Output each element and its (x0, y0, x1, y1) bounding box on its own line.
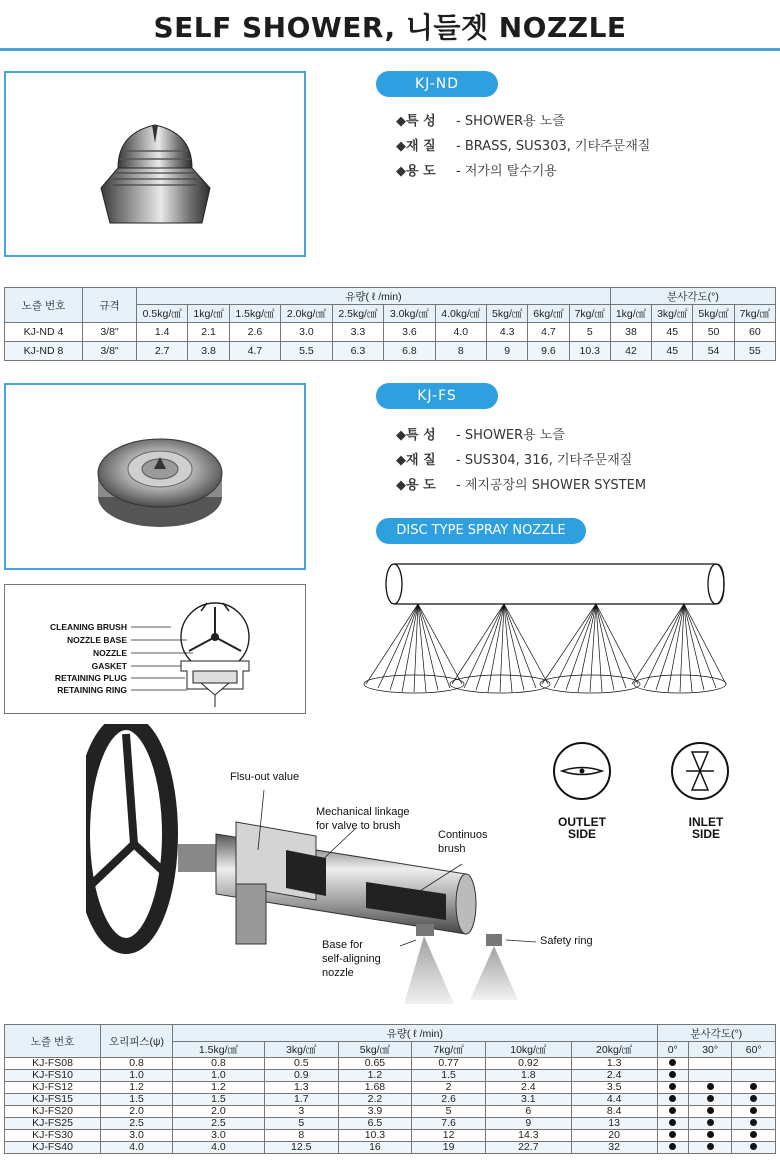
spec-value: - SHOWER용 노즐 (456, 428, 565, 443)
cell-angle (688, 1130, 732, 1142)
kjnd-table (4, 287, 776, 361)
cell-flow: 4.3 (487, 323, 528, 342)
angle-dot (707, 1119, 714, 1126)
col-size: 규격 (83, 288, 137, 323)
cell-flow: 3.5 (571, 1082, 657, 1094)
cell-flow: 5.5 (281, 342, 332, 361)
table-row (5, 1094, 776, 1106)
flow-header: 1kg/㎠ (188, 305, 229, 323)
group-flow: 유량( ℓ /min) (137, 288, 611, 305)
table-row (5, 342, 776, 361)
cell-flow: 1.5 (173, 1094, 265, 1106)
cell-flow: 4.0 (173, 1142, 265, 1154)
cell-flow: 0.8 (173, 1058, 265, 1070)
cell-flow: 4.7 (528, 323, 569, 342)
cell-nozzle-no: KJ-FS25 (5, 1118, 101, 1130)
cell-flow: 10.3 (569, 342, 610, 361)
part-label: NOZZLE BASE (67, 635, 127, 645)
angle-dot (669, 1143, 676, 1150)
cell-angle: 45 (652, 323, 693, 342)
cell-angle: 42 (610, 342, 651, 361)
cell-angle (688, 1082, 732, 1094)
cell-angle (688, 1070, 732, 1082)
spec-value: - SUS304, 316, 기타주문재질 (456, 453, 633, 468)
callout-base: Base for self-aligning nozzle (322, 939, 381, 979)
kjnd-badge: KJ-ND (376, 71, 498, 97)
flow-header: 4.0kg/㎠ (435, 305, 486, 323)
spec-value: - SHOWER용 노즐 (456, 114, 565, 129)
cell-flow: 1.2 (338, 1070, 412, 1082)
angle-header: 1kg/㎠ (610, 305, 651, 323)
cell-angle (657, 1130, 688, 1142)
cell-orifice: 1.5 (101, 1094, 173, 1106)
cell-flow: 0.77 (412, 1058, 486, 1070)
cell-flow: 1.0 (173, 1070, 265, 1082)
table-row (5, 1070, 776, 1082)
spec-row (396, 424, 646, 449)
spec-label: ◆재 질 (396, 139, 436, 154)
cell-flow: 3.8 (188, 342, 229, 361)
cell-flow: 2.4 (485, 1082, 571, 1094)
angle-dot (750, 1131, 757, 1138)
angle-header: 60° (732, 1042, 776, 1058)
table-row (5, 1058, 776, 1070)
cell-flow: 8 (264, 1130, 338, 1142)
cell-flow: 3.1 (485, 1094, 571, 1106)
cell-flow: 9 (485, 1118, 571, 1130)
cell-flow: 3.3 (332, 323, 383, 342)
cell-flow: 6.8 (384, 342, 435, 361)
cell-flow: 1.5 (412, 1070, 486, 1082)
kjfs-badge: KJ-FS (376, 383, 498, 409)
angle-dot (750, 1107, 757, 1114)
spec-row (396, 474, 646, 499)
cell-flow: 2.0 (173, 1106, 265, 1118)
parts-diagram-frame (4, 584, 306, 714)
cell-flow: 0.9 (264, 1070, 338, 1082)
cell-nozzle-no: KJ-FS30 (5, 1130, 101, 1142)
cell-flow: 3.6 (384, 323, 435, 342)
cell-flow: 3.0 (281, 323, 332, 342)
angle-dot (707, 1107, 714, 1114)
cell-angle (657, 1094, 688, 1106)
flow-header: 6kg/㎠ (528, 305, 569, 323)
cell-angle (732, 1058, 776, 1070)
callout-mechanical-linkage: Mechanical linkage for valve to brush (316, 806, 410, 832)
col-nozzle-no: 노즐 번호 (5, 288, 83, 323)
cell-flow: 0.5 (264, 1058, 338, 1070)
angle-dot (669, 1059, 676, 1066)
cell-orifice: 0.8 (101, 1058, 173, 1070)
angle-dot (707, 1095, 714, 1102)
spec-value: - 저가의 탈수기용 (456, 164, 557, 179)
spec-value: - 제지공장의 SHOWER SYSTEM (456, 478, 647, 493)
spec-value: - BRASS, SUS303, 기타주문재질 (456, 139, 651, 154)
group-flow: 유량( ℓ /min) (173, 1025, 658, 1042)
flow-header: 5kg/㎠ (338, 1042, 412, 1058)
spec-row (396, 449, 646, 474)
cell-nozzle-no: KJ-FS08 (5, 1058, 101, 1070)
cell-orifice: 4.0 (101, 1142, 173, 1154)
cell-flow: 12 (412, 1130, 486, 1142)
flow-header: 5kg/㎠ (487, 305, 528, 323)
cell-angle (657, 1142, 688, 1154)
cell-flow: 5 (412, 1106, 486, 1118)
cell-flow: 14.3 (485, 1130, 571, 1142)
angle-dot (669, 1083, 676, 1090)
cell-flow: 6.3 (332, 342, 383, 361)
cell-nozzle-no: KJ-FS12 (5, 1082, 101, 1094)
outlet-side-label: OUTLET SIDE (558, 815, 606, 841)
table-row (5, 1118, 776, 1130)
spec-label: ◆용 도 (396, 478, 436, 493)
cell-nozzle-no: KJ-FS40 (5, 1142, 101, 1154)
angle-dot (750, 1083, 757, 1090)
outlet-side-icon (552, 740, 612, 802)
cell-orifice: 1.2 (101, 1082, 173, 1094)
cell-angle: 45 (652, 342, 693, 361)
angle-header: 30° (688, 1042, 732, 1058)
flow-header: 2.5kg/㎠ (332, 305, 383, 323)
cell-orifice: 2.5 (101, 1118, 173, 1130)
cell-angle (657, 1106, 688, 1118)
cell-size: 3/8" (83, 323, 137, 342)
cell-angle (732, 1082, 776, 1094)
flow-header: 7kg/㎠ (412, 1042, 486, 1058)
cell-flow: 9 (487, 342, 528, 361)
cell-flow: 0.92 (485, 1058, 571, 1070)
cell-flow: 7.6 (412, 1118, 486, 1130)
part-label: GASKET (91, 661, 127, 671)
spec-row (396, 160, 650, 185)
kjfs-spec-list (396, 424, 646, 499)
callout-flush-out-value: Flsu-out value (230, 771, 300, 783)
kjfs-photo-frame (4, 383, 306, 570)
disc-type-badge: DISC TYPE SPRAY NOZZLE (376, 518, 586, 544)
kjfs-table (4, 1024, 776, 1154)
cell-angle (732, 1142, 776, 1154)
col-nozzle-no: 노즐 번호 (5, 1025, 101, 1058)
cell-flow: 5 (569, 323, 610, 342)
cell-angle: 55 (734, 342, 775, 361)
angle-header: 3kg/㎠ (652, 305, 693, 323)
angle-dot (750, 1095, 757, 1102)
angle-dot (669, 1095, 676, 1102)
cell-flow: 2.2 (338, 1094, 412, 1106)
cell-flow: 10.3 (338, 1130, 412, 1142)
angle-header: 7kg/㎠ (734, 305, 775, 323)
cell-angle (657, 1058, 688, 1070)
kjfs-nozzle-image (6, 385, 304, 568)
angle-dot (707, 1083, 714, 1090)
callout-continuous-brush: Continuos brush (438, 829, 488, 855)
spec-label: ◆용 도 (396, 164, 436, 179)
cell-flow: 3.9 (338, 1106, 412, 1118)
cell-flow: 5 (264, 1118, 338, 1130)
cell-angle: 50 (693, 323, 734, 342)
kjnd-nozzle-image (6, 73, 304, 255)
kjnd-photo-frame (4, 71, 306, 257)
angle-dot (707, 1143, 714, 1150)
cell-angle: 54 (693, 342, 734, 361)
cell-angle: 38 (610, 323, 651, 342)
cell-flow: 3 (264, 1106, 338, 1118)
col-orifice: 오리피스(ψ) (101, 1025, 173, 1058)
cell-flow: 8.4 (571, 1106, 657, 1118)
cell-flow: 2.6 (229, 323, 280, 342)
cell-flow: 12.5 (264, 1142, 338, 1154)
cell-flow: 2.1 (188, 323, 229, 342)
flow-header: 0.5kg/㎠ (137, 305, 188, 323)
cell-flow: 2.6 (412, 1094, 486, 1106)
cell-orifice: 1.0 (101, 1070, 173, 1082)
cell-flow: 1.7 (264, 1094, 338, 1106)
cell-flow: 4.7 (229, 342, 280, 361)
cell-flow: 1.3 (264, 1082, 338, 1094)
cell-flow: 1.8 (485, 1070, 571, 1082)
part-label: RETAINING PLUG (54, 673, 127, 683)
flow-header: 20kg/㎠ (571, 1042, 657, 1058)
angle-dot (669, 1107, 676, 1114)
part-label: CLEANING BRUSH (50, 622, 127, 632)
angle-dot (707, 1131, 714, 1138)
cell-flow: 9.6 (528, 342, 569, 361)
inlet-side-icon (670, 740, 730, 802)
cell-flow: 4.0 (435, 323, 486, 342)
cell-flow: 32 (571, 1142, 657, 1154)
cell-flow: 2.5 (173, 1118, 265, 1130)
table-row (5, 323, 776, 342)
cell-orifice: 2.0 (101, 1106, 173, 1118)
cell-angle (657, 1070, 688, 1082)
kjnd-spec-list (396, 110, 650, 185)
cell-flow: 13 (571, 1118, 657, 1130)
angle-header: 0° (657, 1042, 688, 1058)
cell-flow: 1.2 (173, 1082, 265, 1094)
part-label: NOZZLE (93, 648, 127, 658)
flow-header: 2.0kg/㎠ (281, 305, 332, 323)
angle-dot (750, 1119, 757, 1126)
cell-nozzle-no: KJ-ND 8 (5, 342, 83, 361)
spray-header-diagram (356, 556, 728, 708)
angle-dot (669, 1131, 676, 1138)
cell-flow: 6 (485, 1106, 571, 1118)
cross-section-drawing (131, 591, 303, 711)
cell-flow: 19 (412, 1142, 486, 1154)
flow-header: 3kg/㎠ (264, 1042, 338, 1058)
cell-flow: 20 (571, 1130, 657, 1142)
spec-row (396, 110, 650, 135)
cell-angle (688, 1094, 732, 1106)
spec-label: ◆재 질 (396, 453, 436, 468)
cell-angle (657, 1082, 688, 1094)
table-row (5, 1130, 776, 1142)
cell-flow: 22.7 (485, 1142, 571, 1154)
cell-flow: 2 (412, 1082, 486, 1094)
cell-flow: 2.7 (137, 342, 188, 361)
inlet-side-label: INLET SIDE (688, 815, 724, 841)
cell-nozzle-no: KJ-FS15 (5, 1094, 101, 1106)
group-angle: 분사각도(°) (657, 1025, 775, 1042)
table-row (5, 1142, 776, 1154)
flow-header: 1.5kg/㎠ (229, 305, 280, 323)
angle-dot (750, 1143, 757, 1150)
page-title: SELF SHOWER, 니들젯 NOZZLE (153, 11, 627, 44)
cell-angle (732, 1094, 776, 1106)
cell-flow: 1.3 (571, 1058, 657, 1070)
cell-angle (688, 1118, 732, 1130)
title-divider (0, 48, 780, 51)
cell-flow: 1.68 (338, 1082, 412, 1094)
flow-header: 1.5kg/㎠ (173, 1042, 265, 1058)
spec-row (396, 135, 650, 160)
cell-flow: 0.65 (338, 1058, 412, 1070)
flow-header: 10kg/㎠ (485, 1042, 571, 1058)
cell-orifice: 3.0 (101, 1130, 173, 1142)
cell-size: 3/8" (83, 342, 137, 361)
cell-flow: 16 (338, 1142, 412, 1154)
cell-angle (732, 1070, 776, 1082)
cell-angle (732, 1118, 776, 1130)
flow-header: 3.0kg/㎠ (384, 305, 435, 323)
angle-header: 5kg/㎠ (693, 305, 734, 323)
spec-label: ◆특 성 (396, 114, 436, 129)
cell-flow: 1.4 (137, 323, 188, 342)
cell-flow: 2.4 (571, 1070, 657, 1082)
cell-flow: 6.5 (338, 1118, 412, 1130)
cell-angle (688, 1142, 732, 1154)
cell-angle (732, 1106, 776, 1118)
cell-nozzle-no: KJ-ND 4 (5, 323, 83, 342)
cell-flow: 8 (435, 342, 486, 361)
angle-dot (669, 1071, 676, 1078)
spec-label: ◆특 성 (396, 428, 436, 443)
flow-header: 7kg/㎠ (569, 305, 610, 323)
cell-angle (657, 1118, 688, 1130)
cell-flow: 3.0 (173, 1130, 265, 1142)
part-label: RETAINING RING (57, 685, 127, 695)
cell-nozzle-no: KJ-FS10 (5, 1070, 101, 1082)
group-angle: 분사각도(°) (610, 288, 775, 305)
cell-nozzle-no: KJ-FS20 (5, 1106, 101, 1118)
cell-angle (732, 1130, 776, 1142)
cell-angle (688, 1106, 732, 1118)
table-row (5, 1082, 776, 1094)
cell-flow: 4.4 (571, 1094, 657, 1106)
callout-safety-ring: Safety ring (540, 935, 593, 947)
cell-angle: 60 (734, 323, 775, 342)
cell-angle (688, 1058, 732, 1070)
table-row (5, 1106, 776, 1118)
angle-dot (669, 1119, 676, 1126)
